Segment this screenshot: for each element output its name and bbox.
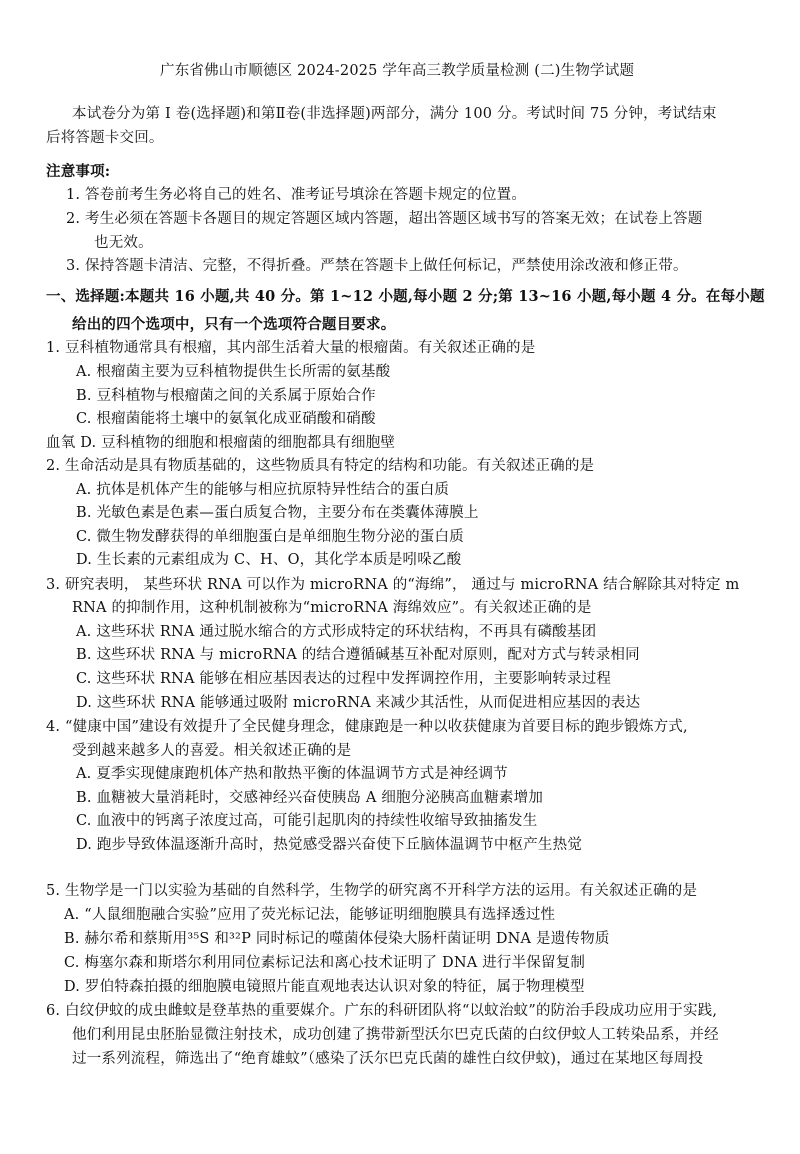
notice-item-2-cont: 也无效。	[94, 235, 153, 251]
question-6-stem-2: 他们利用昆虫胚胎显微注射技术，成功创建了携带新型沃尔巴克氏菌的白纹伊蚊人工转染品系，并经	[72, 1027, 719, 1043]
question-2-option-a: A. 抗体是机体产生的能够与相应抗原特异性结合的蛋白质	[76, 482, 450, 498]
question-3-option-c: C. 这些环状 RNA 能够在相应基因表达的过程中发挥调控作用，主要影响转录过程	[76, 671, 612, 687]
question-5-option-c: C. 梅塞尔森和斯塔尔利用同位素标记法和离心技术证明了 DNA 进行半保留复制	[64, 955, 586, 971]
question-1-option-c: C. 根瘤菌能将土壤中的氨氧化成亚硝酸和硝酸	[76, 411, 376, 427]
question-2-option-d: D. 生长素的元素组成为 C、H、O，其化学本质是吲哚乙酸	[76, 552, 462, 568]
question-1-option-b: B. 豆科植物与根瘤菌之间的关系属于原始合作	[76, 388, 376, 404]
question-1-option-a: A. 根瘤菌主要为豆科植物提供生长所需的氨基酸	[76, 364, 391, 380]
question-2-option-b: B. 光敏色素是色素—蛋白质复合物，主要分布在类囊体薄膜上	[76, 505, 479, 521]
question-3-option-a: A. 这些环状 RNA 通过脱水缩合的方式形成特定的环状结构，不再具有磷酸基团	[76, 624, 597, 640]
question-5-option-a: A. “人鼠细胞融合实验”应用了荧光标记法，能够证明细胞膜具有选择透过性	[64, 907, 556, 923]
question-1-stem: 1. 豆科植物通常具有根瘤，其内部生活着大量的根瘤菌。有关叙述正确的是	[46, 340, 536, 356]
question-5-option-d: D. 罗伯特森拍摄的细胞膜电镜照片能直观地表达认识对象的特征，属于物理模型	[64, 979, 585, 995]
section-heading-line-1: 一、选择题:本题共 16 小题,共 40 分。第 1~12 小题,每小题 2 分;第 13~16 小题,每小题 4 分。在每小题	[46, 288, 765, 305]
intro-line-1: 本试卷分为第 I 卷(选择题)和第Ⅱ卷(非选择题)两部分，满分 100 分。考试时间 75 分钟，考试结束	[72, 106, 717, 122]
notice-item-2: 2. 考生必须在答题卡各题目的规定答题区域内答题，超出答题区域书写的答案无效；在试卷上答题	[66, 211, 703, 227]
question-4-option-a: A. 夏季实现健康跑机体产热和散热平衡的体温调节方式是神经调节	[76, 766, 508, 782]
question-3-option-b: B. 这些环状 RNA 与 microRNA 的结合遵循碱基互补配对原则，配对方式与转录相同	[76, 647, 640, 663]
question-6-stem-1: 6. 白纹伊蚊的成虫雌蚊是登革热的重要媒介。广东的科研团队将“以蚊治蚊”的防治手段成功应用于实践,	[46, 1003, 718, 1019]
question-4-option-b: B. 血糖被大量消耗时，交感神经兴奋使胰岛 A 细胞分泌胰高血糖素增加	[76, 790, 544, 806]
notice-item-3: 3. 保持答题卡清洁、完整，不得折叠。严禁在答题卡上做任何标记，严禁使用涂改液和修正带。	[66, 258, 688, 274]
question-6-stem-3: 过一系列流程，筛选出了“绝育雄蚊”（感染了沃尔巴克氏菌的雄性白纹伊蚊)，通过在某地区每周投	[72, 1051, 704, 1067]
question-4-option-c: C. 血液中的钙离子浓度过高，可能引起肌肉的持续性收缩导致抽搐发生	[76, 813, 538, 829]
question-4-stem-1: 4. “健康中国”建设有效提升了全民健身理念，健康跑是一种以收获健康为首要目标的跑步锻炼方式,	[46, 719, 688, 735]
question-3-option-d: D. 这些环状 RNA 能够通过吸附 microRNA 来减少其活性，从而促进相应基因的表达	[76, 695, 641, 711]
page-title: 广东省佛山市顺德区 2024-2025 学年高三教学质量检测 (二)生物学试题	[160, 63, 635, 79]
question-5-option-b: B. 赫尔希和蔡斯用³⁵S 和³²P 同时标记的噬菌体侵染大肠杆菌证明 DNA 是遗传物质	[64, 931, 610, 947]
question-2-option-c: C. 微生物发酵获得的单细胞蛋白是单细胞生物分泌的蛋白质	[76, 529, 464, 545]
question-1-option-d: 血氧 D. 豆科植物的细胞和根瘤菌的细胞都具有细胞壁	[46, 435, 396, 451]
question-5-stem: 5. 生物学是一门以实验为基础的自然科学，生物学的研究离不开科学方法的运用。有关叙述正确的是	[46, 883, 698, 899]
intro-line-2: 后将答题卡交回。	[46, 130, 164, 146]
question-3-stem-1: 3. 研究表明， 某些环状 RNA 可以作为 microRNA 的“海绵”， 通过与 microRNA 结合解除其对特定 m	[46, 577, 740, 593]
question-3-stem-2: RNA 的抑制作用，这种机制被称为“microRNA 海绵效应”。有关叙述正确的是	[72, 600, 592, 616]
question-4-option-d: D. 跑步导致体温逐渐升高时，热觉感受器兴奋使下丘脑体温调节中枢产生热觉	[76, 837, 583, 853]
notice-heading: 注意事项:	[46, 163, 111, 180]
notice-item-1: 1. 答卷前考生务必将自己的姓名、准考证号填涂在答题卡规定的位置。	[66, 187, 527, 203]
section-heading-line-2: 给出的四个选项中，只有一个选项符合题目要求。	[72, 316, 396, 333]
question-2-stem: 2. 生命活动是具有物质基础的，这些物质具有特定的结构和功能。有关叙述正确的是	[46, 458, 595, 474]
question-4-stem-2: 受到越来越多人的喜爱。相关叙述正确的是	[72, 743, 352, 759]
